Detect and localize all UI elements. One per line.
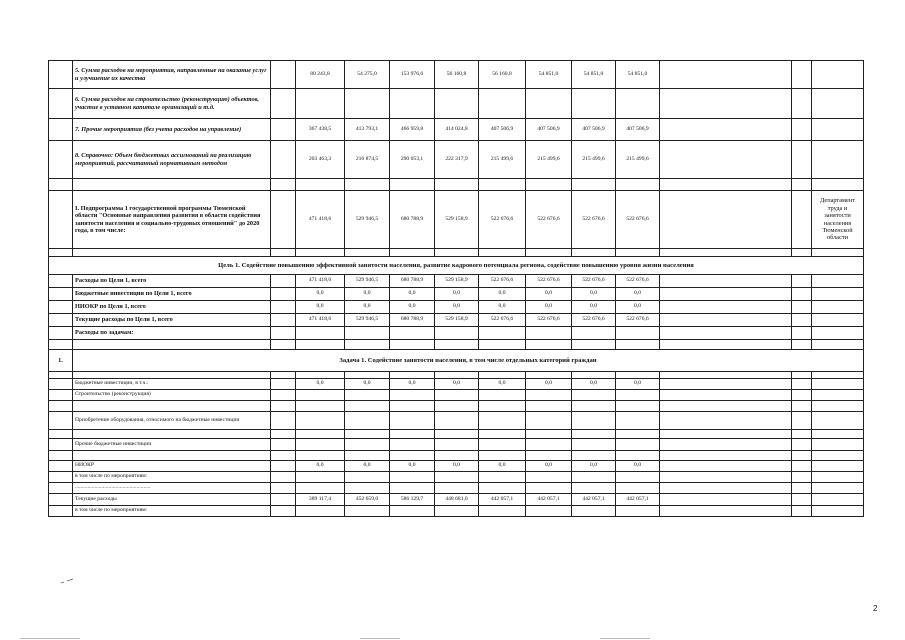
dotted-placeholder: ......................................................: [73, 483, 271, 494]
cell-value: 442 057,1: [616, 494, 660, 506]
cell-value: 56 160,8: [435, 61, 479, 89]
table-row: [49, 275, 864, 288]
cell-value: 0,0: [526, 379, 572, 390]
table-row: [49, 506, 864, 517]
cell-value: 680 788,9: [390, 191, 435, 249]
cell-value: 0,0: [345, 461, 390, 472]
cell-value: 215 499,6: [526, 141, 572, 179]
table-row: [49, 301, 864, 314]
cell-value: 0,0: [572, 379, 616, 390]
cell-value: 529 946,5: [345, 191, 390, 249]
cell-value: 529 158,9: [435, 314, 479, 327]
cell-value: 290 053,1: [390, 141, 435, 179]
cell-value: 0,0: [526, 301, 572, 314]
cell-value: 522 676,6: [526, 191, 572, 249]
cell-value: 54 851,0: [616, 61, 660, 89]
scan-edge-mark: [360, 638, 400, 639]
cell-value: 0,0: [296, 379, 345, 390]
cell-value: 0,0: [435, 288, 479, 301]
cell-value: 0,0: [296, 288, 345, 301]
cell-value: 407 506,9: [616, 119, 660, 141]
row-label: 6. Сумма расходов на строительство (реконструкцию) объектов, участие в уставном капитале организаций и т.д.: [73, 89, 271, 119]
table-row: [49, 379, 864, 390]
cell-value: 216 874,5: [345, 141, 390, 179]
cell-value: 522 676,6: [616, 191, 660, 249]
cell-value: 442 057,1: [526, 494, 572, 506]
table-row: [49, 327, 864, 340]
row-label: Текущие расходы: [73, 494, 271, 506]
cell-value: 0,0: [616, 288, 660, 301]
cell-value: 0,0: [296, 461, 345, 472]
cell-value: 0,0: [390, 288, 435, 301]
cell-value: 522 676,6: [572, 191, 616, 249]
cell-value: 0,0: [526, 461, 572, 472]
cell-value: 442 057,1: [479, 494, 526, 506]
scan-artifact-mark: [60, 578, 74, 584]
page-number: 2: [873, 604, 878, 613]
table-row: [49, 451, 864, 461]
cell-value: 0,0: [390, 301, 435, 314]
cell-value: 0,0: [616, 301, 660, 314]
row-label: Текущие расходы по Цели 1, всего: [73, 314, 271, 327]
row-label: 5. Сумма расходов на мероприятия, направленные на оказание услуг и улучшение их качества: [73, 61, 271, 89]
table-row: [49, 430, 864, 439]
cell-value: 522 676,6: [479, 314, 526, 327]
table-row: [49, 401, 864, 412]
row-label: в том числе по мероприятиям:: [73, 506, 271, 517]
table-row: [49, 372, 864, 379]
cell-value: 471 418,6: [296, 191, 345, 249]
table-row: [49, 179, 864, 191]
table-row: [49, 314, 864, 327]
cell-value: 367 438,5: [296, 119, 345, 141]
table-row: [49, 390, 864, 401]
cell-value: [435, 89, 479, 119]
cell-value: 54 275,0: [345, 61, 390, 89]
cell-value: 522 676,6: [479, 275, 526, 288]
table-row: [49, 340, 864, 350]
cell-value: 522 676,6: [572, 275, 616, 288]
cell-value: 56 160,8: [479, 61, 526, 89]
table-row: [49, 119, 864, 141]
table-row: [49, 191, 864, 249]
subprogram-label: I. Подпрограмма 1 государственной программы Тюменской области "Основные направления развития в области содействия занятости населения и социально-трудовых отношений" до 2020 года, в том числе:: [73, 191, 271, 249]
cell-value: 215 499,6: [616, 141, 660, 179]
cell-value: 407 506,9: [572, 119, 616, 141]
row-label: НИОКР: [73, 461, 271, 472]
cell-value: 471 418,6: [296, 275, 345, 288]
cell-value: [572, 89, 616, 119]
row-label: Строительство (реконструкция): [73, 390, 271, 401]
cell-value: 0,0: [435, 301, 479, 314]
cell-value: 389 117,4: [296, 494, 345, 506]
cell-value: [390, 89, 435, 119]
table-row: [49, 288, 864, 301]
cell-value: 0,0: [390, 379, 435, 390]
cell-value: 0,0: [616, 379, 660, 390]
cell-value: 680 788,9: [390, 314, 435, 327]
cell-value: [345, 89, 390, 119]
table-row: [49, 257, 864, 275]
task-number: 1.: [49, 350, 73, 372]
cell-value: 466 959,8: [390, 119, 435, 141]
cell-value: 0,0: [345, 379, 390, 390]
cell-value: 80 243,8: [296, 61, 345, 89]
department-name: Департамент труда и занятости населения Тюменской области: [812, 191, 864, 249]
cell-value: 0,0: [479, 461, 526, 472]
cell-value: 203 463,3: [296, 141, 345, 179]
row-label: 8. Справочно: Объем бюджетных ассигнований на реализацию мероприятий, рассчитанный нормативным методом: [73, 141, 271, 179]
cell-value: 471 418,6: [296, 314, 345, 327]
row-label: Расходы по Цели 1, всего: [73, 275, 271, 288]
cell-value: 522 676,6: [526, 314, 572, 327]
cell-value: 522 676,6: [572, 314, 616, 327]
cell-value: 0,0: [616, 461, 660, 472]
cell-value: [526, 89, 572, 119]
cell-value: 0,0: [479, 301, 526, 314]
row-label: Прочие бюджетные инвестиции: [73, 439, 271, 451]
tasks-label: Расходы по задачам:: [73, 327, 271, 340]
cell-value: [479, 89, 526, 119]
row-label: НИОКР по Цели 1, всего: [73, 301, 271, 314]
row-label: в том числе по мероприятиям:: [73, 472, 271, 483]
budget-table: [48, 60, 864, 517]
cell-value: 529 158,9: [435, 275, 479, 288]
cell-value: 414 024,8: [435, 119, 479, 141]
cell-value: 0,0: [435, 461, 479, 472]
cell-value: 586 129,7: [390, 494, 435, 506]
cell-value: 522 676,6: [526, 275, 572, 288]
table-row: [49, 494, 864, 506]
cell-value: 0,0: [296, 301, 345, 314]
cell-value: 0,0: [572, 301, 616, 314]
cell-value: 0,0: [390, 461, 435, 472]
cell-value: 529 158,9: [435, 191, 479, 249]
cell-value: 0,0: [479, 288, 526, 301]
cell-value: 0,0: [526, 288, 572, 301]
cell-value: 522 676,6: [479, 191, 526, 249]
cell-value: 442 057,1: [572, 494, 616, 506]
cell-value: 0,0: [435, 379, 479, 390]
cell-value: 529 946,5: [345, 275, 390, 288]
scan-edge-mark: [600, 638, 650, 639]
row-label: 7. Прочие мероприятия (без учета расходов на управление): [73, 119, 271, 141]
table-row: [49, 89, 864, 119]
table-row: [49, 472, 864, 483]
table-row: [49, 483, 864, 494]
cell-value: 0,0: [572, 461, 616, 472]
cell-value: 0,0: [345, 288, 390, 301]
row-label: Бюджетные инвестиции по Цели 1, всего: [73, 288, 271, 301]
row-label: Бюджетные инвестиции, в т.ч.:: [73, 379, 271, 390]
cell-value: 0,0: [345, 301, 390, 314]
table-row: [49, 350, 864, 372]
cell-value: 452 659,0: [345, 494, 390, 506]
cell-value: 407 506,9: [526, 119, 572, 141]
table-row: [49, 461, 864, 472]
cell-value: 0,0: [479, 379, 526, 390]
goal-heading: Цель 1. Содействие повышению эффективной занятости населения, развитие кадрового потенциала региона, содействие повышению уровня жизни населения: [49, 257, 864, 275]
cell-value: [616, 89, 660, 119]
cell-value: 407 506,9: [479, 119, 526, 141]
cell-value: 222 317,9: [435, 141, 479, 179]
table-row: [49, 439, 864, 451]
cell-value: 215 499,6: [572, 141, 616, 179]
cell-value: 680 788,9: [390, 275, 435, 288]
row-label: Приобретение оборудования, относимого на бюджетные инвестиции: [73, 412, 271, 430]
table-row: [49, 249, 864, 257]
cell-value: 529 946,5: [345, 314, 390, 327]
cell-value: 522 676,6: [616, 314, 660, 327]
cell-value: 413 793,1: [345, 119, 390, 141]
table-row: [49, 141, 864, 179]
cell-value: 0,0: [572, 288, 616, 301]
scan-edge-mark: [20, 638, 80, 639]
cell-value: [296, 89, 345, 119]
cell-value: 153 976,6: [390, 61, 435, 89]
cell-value: 215 499,6: [479, 141, 526, 179]
cell-value: 54 851,0: [526, 61, 572, 89]
cell-value: 448 681,0: [435, 494, 479, 506]
cell-value: 522 676,6: [616, 275, 660, 288]
table-row: [49, 61, 864, 89]
task-heading: Задача 1. Содействие занятости населения, в том числе отдельных категорий граждан: [73, 350, 864, 372]
cell-value: 54 851,0: [572, 61, 616, 89]
table-row: [49, 412, 864, 430]
